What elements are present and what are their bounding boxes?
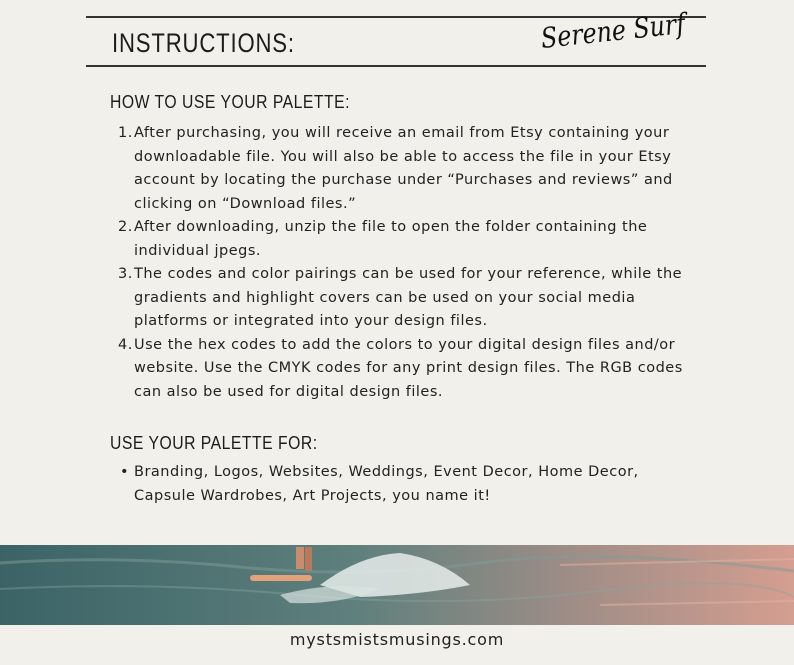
step-number: 1. xyxy=(118,125,133,141)
step-number: 4. xyxy=(118,336,133,353)
bullet-text: Branding, Logos, Websites, Weddings, Event Decor, Home Decor, Capsule Wardrobes, Art Projects, you name it! xyxy=(134,464,639,504)
page-title: INSTRUCTIONS: xyxy=(112,28,295,58)
bullet-icon: • xyxy=(120,464,130,480)
step-number: 2. xyxy=(118,219,133,235)
how-to-heading: HOW TO USE YOUR PALETTE: xyxy=(110,91,351,112)
step-item xyxy=(118,263,698,334)
use-for-list xyxy=(118,461,678,508)
step-item xyxy=(118,334,698,405)
surfer-wave-image xyxy=(0,545,794,625)
step-item xyxy=(118,122,698,216)
step-number: 3. xyxy=(118,266,133,282)
footer-url: mystsmistsmusings.com xyxy=(289,630,505,649)
list-item xyxy=(118,461,678,508)
use-for-heading: USE YOUR PALETTE FOR: xyxy=(110,432,318,453)
header-divider xyxy=(86,65,706,67)
brand-script-logo: Serene Surf xyxy=(539,6,687,55)
step-text: After downloading, unzip the file to open the folder containing the individual jpegs. xyxy=(134,219,648,259)
step-text: After purchasing, you will receive an email from Etsy containing your downloadable file. You will also be able to access the file in your Etsy account by locating the purchase under “Purchases and reviews” and clicking on “Download files.” xyxy=(134,125,673,212)
surf-photo-banner xyxy=(0,545,794,625)
step-text: Use the hex codes to add the colors to your digital design files and/or website. Use the CMYK codes for any print design files. The RGB codes can also be used for digital design files. xyxy=(134,336,683,400)
step-item xyxy=(118,216,698,263)
steps-list xyxy=(118,122,698,404)
step-text: The codes and color pairings can be used for your reference, while the gradients and highlight covers can be used on your social media platforms or integrated into your design files. xyxy=(134,266,683,329)
